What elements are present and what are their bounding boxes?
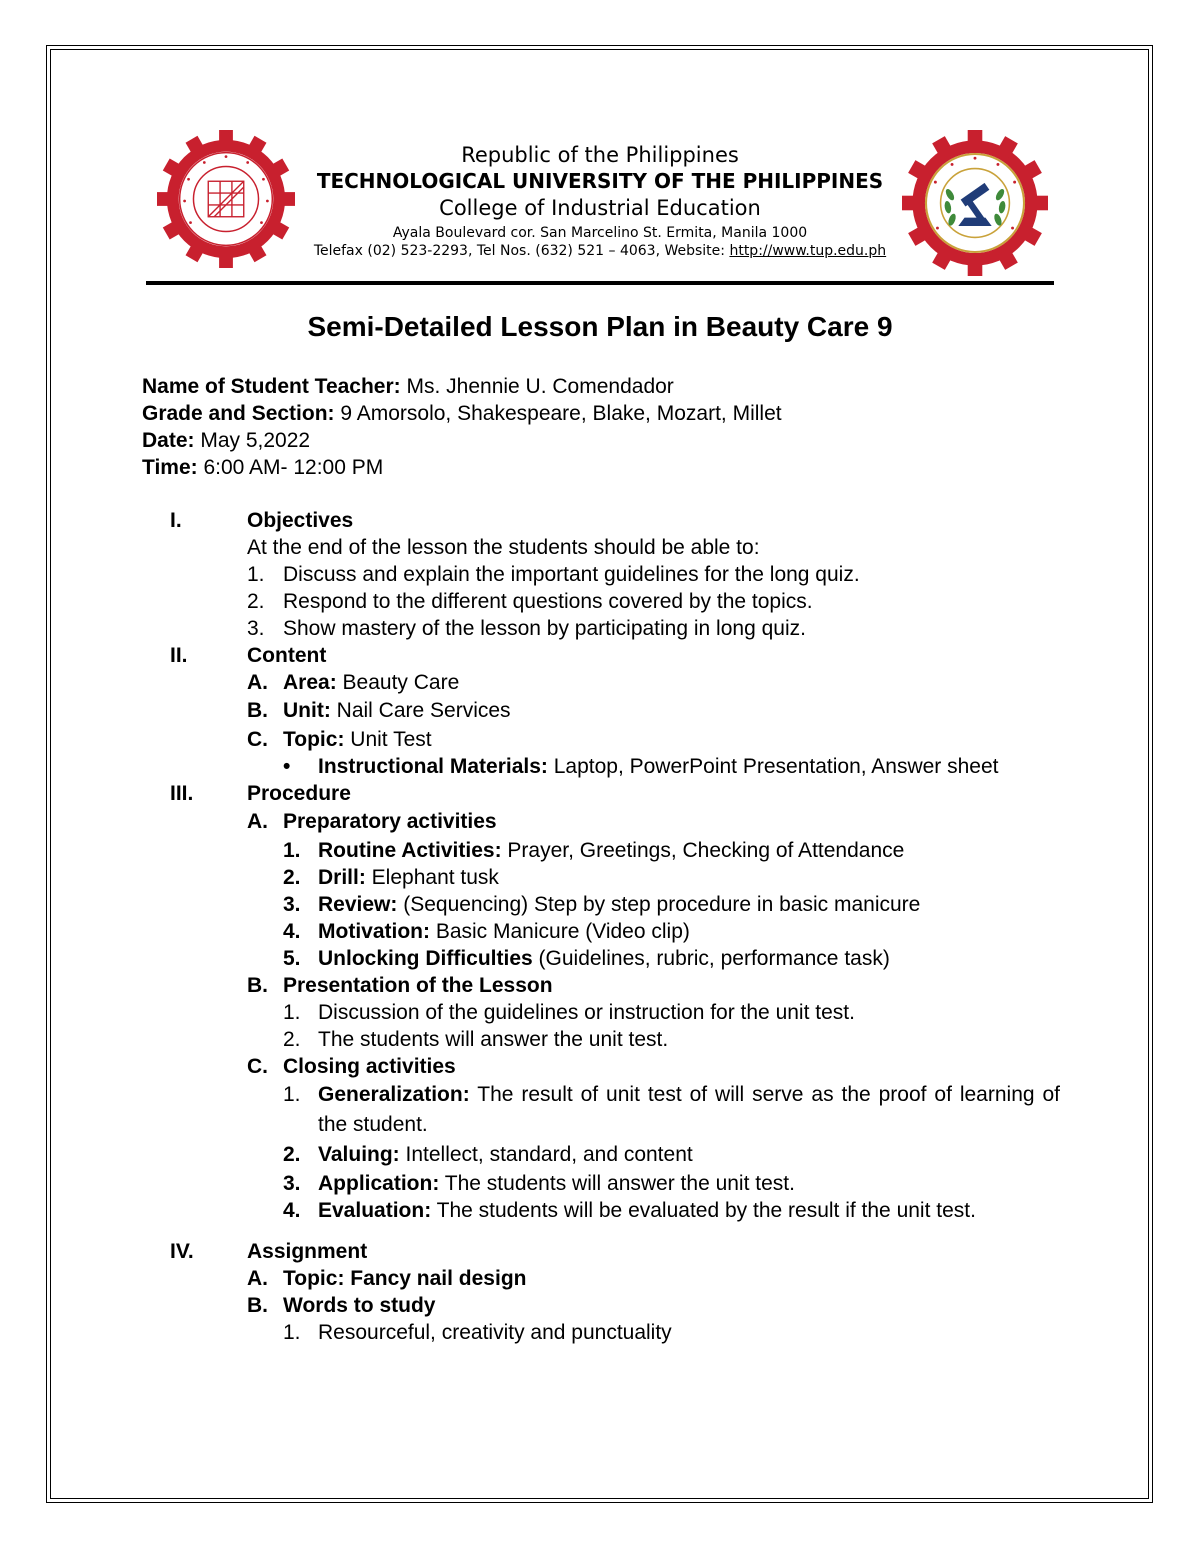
list-marker: 3. [247, 617, 265, 640]
list-label: Instructional Materials: [318, 755, 548, 778]
subsection-title: Topic: Fancy nail design [283, 1267, 527, 1290]
list-marker: C. [247, 1055, 268, 1078]
contact-text: Telefax (02) 523-2293, Tel Nos. (632) 521 – 4063, Website: [313, 243, 730, 259]
list-marker: 2. [283, 1028, 301, 1051]
list-item [247, 561, 1060, 588]
list-item [247, 588, 1060, 615]
list-item [247, 726, 1060, 753]
list-marker: C. [247, 728, 268, 751]
list-item [283, 1080, 1060, 1140]
section-title: Objectives [247, 509, 354, 532]
list-marker: 4. [283, 920, 301, 943]
list-marker: 1. [247, 563, 265, 586]
list-item [283, 1140, 1060, 1170]
list-label: Unlocking Difficulties [318, 947, 533, 970]
list-text: (Guidelines, rubric, performance task) [532, 947, 890, 970]
section-assignment [170, 1238, 1060, 1265]
list-label: Application: [318, 1172, 440, 1195]
list-label: Generalization: [318, 1083, 470, 1106]
list-item [247, 615, 1060, 642]
info-row-date [142, 427, 782, 454]
list-label: Motivation: [318, 920, 430, 943]
list-text: Basic Manicure (Video clip) [429, 920, 690, 943]
website-link[interactable]: http://www.tup.edu.ph [729, 243, 887, 259]
list-label: Area: [283, 671, 337, 694]
list-text: Unit Test [344, 728, 432, 751]
list-marker: B. [247, 1294, 268, 1317]
university-name: TECHNOLOGICAL UNIVERSITY OF THE PHILIPPINES [316, 169, 884, 193]
subsection-title: Presentation of the Lesson [283, 974, 553, 997]
subsection-title: Preparatory activities [283, 810, 497, 833]
list-marker: 4. [283, 1199, 301, 1222]
college-name: College of Industrial Education [439, 196, 761, 220]
list-item [283, 864, 1060, 891]
contact-line [150, 242, 1050, 260]
section-number: IV. [170, 1240, 194, 1263]
subsection-title: Words to study [283, 1294, 436, 1317]
subsection-words [247, 1292, 1060, 1319]
section-number: I. [170, 509, 182, 532]
list-marker: 1. [283, 1083, 301, 1106]
list-item [247, 696, 1060, 726]
list-marker: 2. [283, 1143, 301, 1166]
list-item [283, 753, 1060, 780]
section-title: Assignment [247, 1240, 368, 1263]
list-text: The students will answer the unit test. [439, 1172, 795, 1195]
list-item [283, 1197, 1060, 1224]
list-label: Valuing: [318, 1143, 400, 1166]
section-content [170, 642, 1060, 669]
section-procedure [170, 780, 1060, 807]
letterhead [150, 142, 1050, 260]
list-text: Prayer, Greetings, Checking of Attendance [501, 839, 905, 862]
list-marker: A. [247, 1267, 268, 1290]
section-title: Content [247, 644, 327, 667]
info-row-section [142, 400, 782, 427]
list-text: Discuss and explain the important guidelines for the long quiz. [283, 563, 860, 586]
list-item [283, 891, 1060, 918]
list-text: The students will be evaluated by the result if the unit test. [431, 1199, 976, 1222]
list-marker: B. [247, 974, 268, 997]
republic-line: Republic of the Philippines [461, 143, 739, 167]
subsection-presentation [247, 972, 1060, 999]
info-value: 9 Amorsolo, Shakespeare, Blake, Mozart, Millet [334, 402, 782, 425]
bullet-icon: • [283, 755, 291, 778]
list-text: Show mastery of the lesson by participating in long quiz. [283, 617, 806, 640]
list-label: Review: [318, 893, 398, 916]
list-marker: 2. [247, 590, 265, 613]
section-number: III. [170, 782, 194, 805]
list-marker: A. [247, 810, 268, 833]
info-row-teacher [142, 373, 782, 400]
list-label: Unit: [283, 699, 331, 722]
list-text: Beauty Care [336, 671, 460, 694]
spacer [170, 1224, 1060, 1238]
subsection-topic [247, 1265, 1060, 1292]
list-label: Evaluation: [318, 1199, 432, 1222]
list-text: (Sequencing) Step by step procedure in basic manicure [397, 893, 921, 916]
list-label: Topic: [283, 728, 345, 751]
list-item [283, 999, 1060, 1026]
list-item [283, 1026, 1060, 1053]
info-label: Grade and Section: [142, 402, 335, 425]
info-value: 6:00 AM- 12:00 PM [197, 456, 384, 479]
section-title: Procedure [247, 782, 351, 805]
list-item [283, 1319, 1060, 1346]
info-label: Time: [142, 456, 198, 479]
teacher-info [142, 373, 782, 481]
info-value: May 5,2022 [194, 429, 311, 452]
list-item [283, 1170, 1060, 1197]
info-row-time [142, 454, 782, 481]
list-text: Resourceful, creativity and punctuality [318, 1321, 672, 1344]
list-marker: 3. [283, 1172, 301, 1195]
list-label: Drill: [318, 866, 366, 889]
list-text: Nail Care Services [330, 699, 511, 722]
subsection-closing [247, 1053, 1060, 1080]
list-text: The students will answer the unit test. [318, 1028, 669, 1051]
list-text: Intellect, standard, and content [399, 1143, 693, 1166]
address-line: Ayala Boulevard cor. San Marcelino St. Ermita, Manila 1000 [392, 225, 808, 241]
list-item [283, 837, 1060, 864]
list-marker: 1. [283, 1001, 301, 1024]
list-marker: 3. [283, 893, 301, 916]
list-marker: 5. [283, 947, 301, 970]
objectives-intro: At the end of the lesson the students should be able to: [247, 536, 760, 559]
list-label: Routine Activities: [318, 839, 502, 862]
page-title: Semi-Detailed Lesson Plan in Beauty Care 9 [307, 311, 893, 342]
list-marker: B. [247, 699, 268, 722]
info-label: Name of Student Teacher: [142, 375, 401, 398]
list-item [283, 945, 1060, 972]
header-rule [146, 281, 1054, 285]
info-label: Date: [142, 429, 195, 452]
list-marker: A. [247, 671, 268, 694]
list-item [283, 918, 1060, 945]
info-value: Ms. Jhennie U. Comendador [400, 375, 674, 398]
list-marker: 1. [283, 1321, 301, 1344]
section-objectives [170, 507, 1060, 534]
lesson-outline [170, 507, 1060, 1346]
list-text: Elephant tusk [365, 866, 499, 889]
subsection-preparatory [247, 807, 1060, 837]
list-text: Discussion of the guidelines or instruction for the unit test. [318, 1001, 855, 1024]
subsection-title: Closing activities [283, 1055, 456, 1078]
list-marker: 1. [283, 839, 301, 862]
section-number: II. [170, 644, 188, 667]
list-text: The result of unit test of will serve as the proof of learning of the student. [318, 1083, 1060, 1136]
list-text: Respond to the different questions covered by the topics. [283, 590, 813, 613]
list-text: Laptop, PowerPoint Presentation, Answer sheet [547, 755, 999, 778]
list-item [247, 669, 1060, 696]
list-marker: 2. [283, 866, 301, 889]
